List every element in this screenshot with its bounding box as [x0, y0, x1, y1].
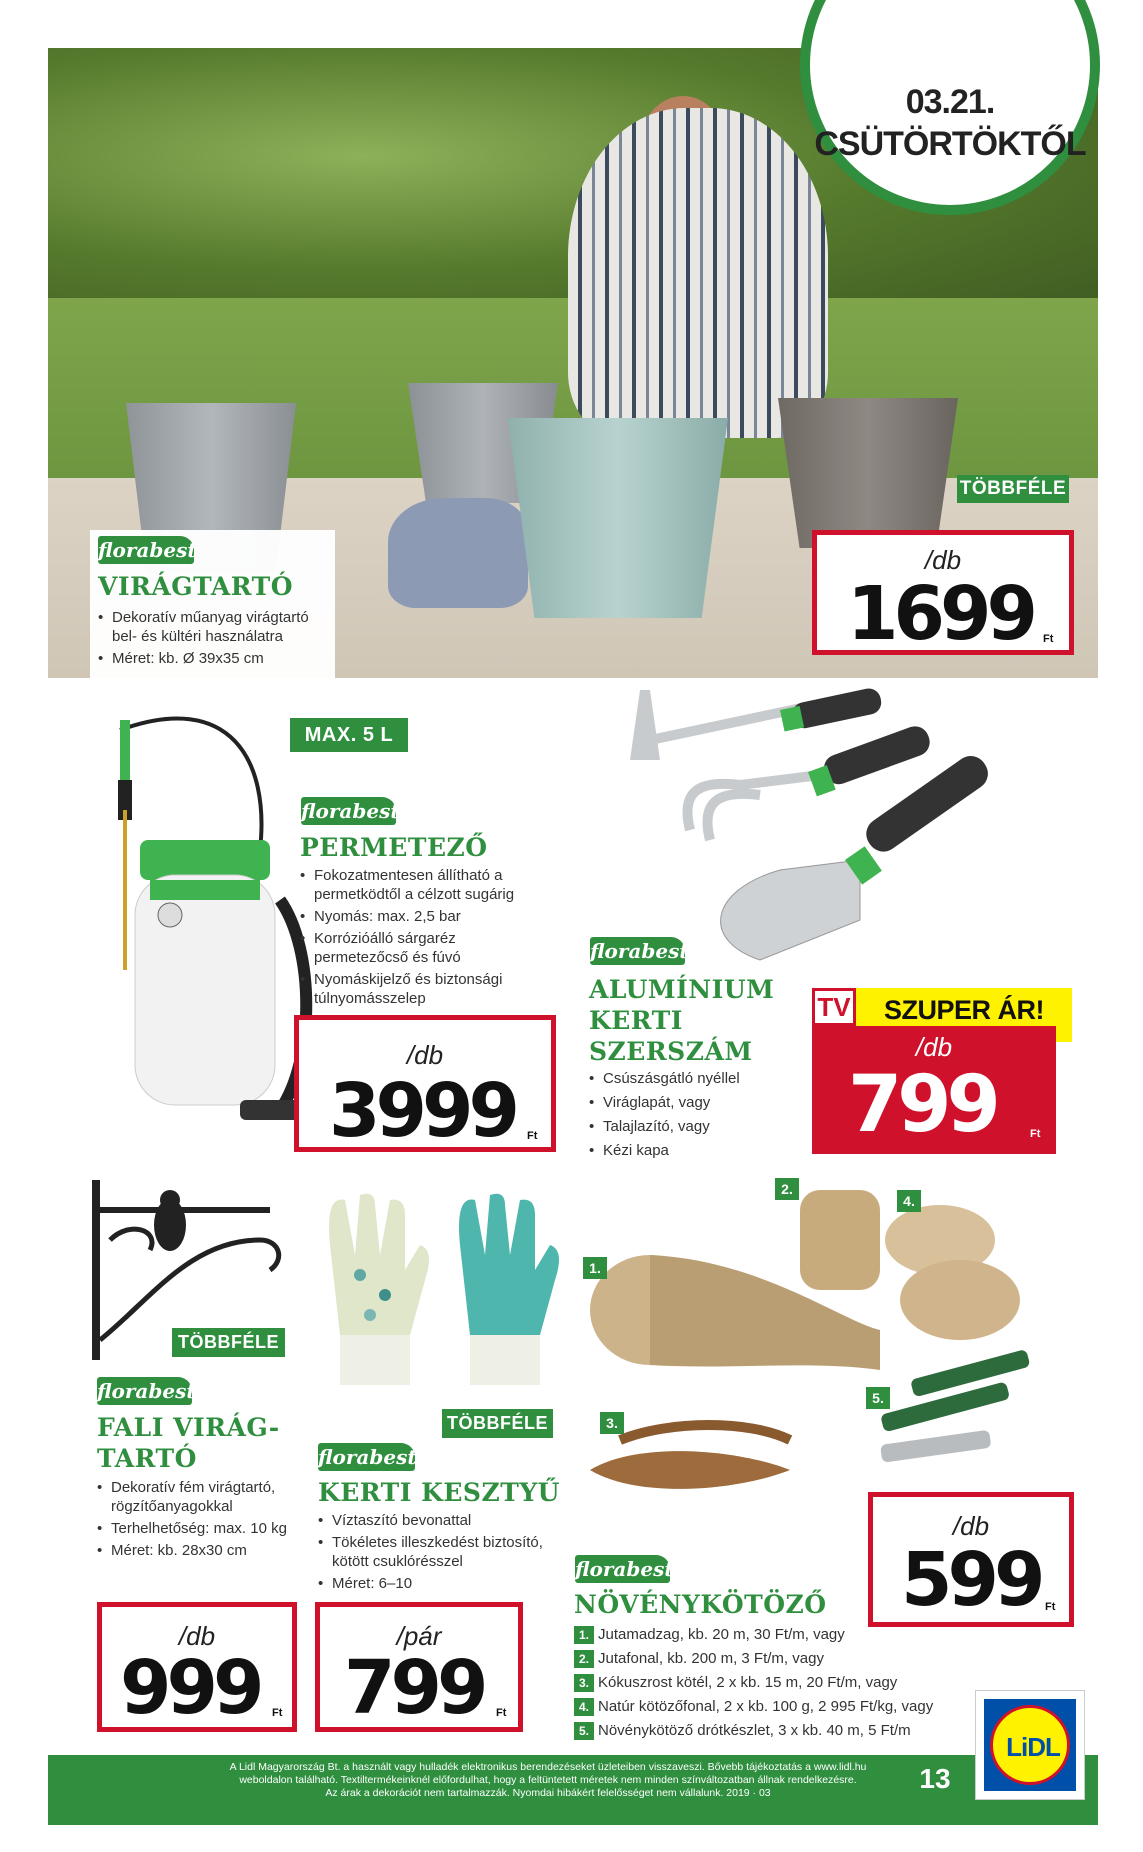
tv-icon: TV [812, 988, 856, 1026]
kotozo-item: 4. Natúr kötözőfonal, 2 x kb. 100 g, 2 995 Ft/kg, vagy [574, 1695, 974, 1719]
permetezo-bullet: • Korrózióálló sárgaréz permetezőcső és fúvó [300, 929, 550, 967]
kotozo-title: NÖVÉNYKÖTÖZŐ [574, 1590, 827, 1619]
permetezo-currency: Ft [527, 1130, 538, 1142]
page-number: 13 [919, 1763, 951, 1794]
viragtarto-price: 1699 [847, 571, 1033, 657]
kesztyu-title: KERTI KESZTYŰ [318, 1478, 560, 1507]
szerszam-bullet: • Csúszásgátló nyéllel [589, 1068, 769, 1089]
permetezo-bullet: • Nyomáskijelző és biztonsági túlnyomásszelep [300, 970, 550, 1008]
kotozo-item: 1. Jutamadzag, kb. 20 m, 30 Ft/m, vagy [574, 1623, 974, 1647]
fali-bullet: • Méret: kb. 28x30 cm [97, 1541, 287, 1560]
badge-date: 03.21. [905, 83, 995, 121]
tie-number-badge: 4. [897, 1190, 921, 1212]
florabest-logo: florabest [590, 939, 689, 963]
kotozo-list [574, 1623, 974, 1743]
footer-text: A Lidl Magyarország Bt. a használt vagy hulladék elektronikus berendezéseket üzleteiben visszaveszi. Bővebb tájékoztatás a www.lidl.hu weboldalon található. Textiltermékeinknél előfordulhat, hogy a feltüntetett méretek nem minden színváltozatban állnak rendelkezésre. Az árak a dekorációt nem tartalmazzák. Nyomdai hibákért felelősséget nem vállalunk. 2019 · 03 [229, 1761, 867, 1799]
tie-number-badge: 5. [866, 1387, 890, 1409]
date-badge [800, 25, 1100, 225]
viragtarto-currency: Ft [1043, 633, 1054, 645]
kesztyu-unit: /pár [396, 1621, 442, 1651]
footer [48, 1755, 1098, 1825]
fali-variant-tag: TÖBBFÉLE [172, 1328, 285, 1357]
szerszam-price-box [812, 988, 1072, 1154]
florabest-logo: florabest [98, 538, 197, 562]
fali-price-box [97, 1602, 297, 1732]
lidl-logo-word: LiDL [1006, 1732, 1060, 1762]
fali-bullet: • Terhelhetőség: max. 10 kg [97, 1519, 287, 1538]
viragtarto-title: VIRÁGTARTÓ [98, 572, 293, 601]
kesztyu-bullet: • Tökéletes illeszkedést biztosító, kötött csuklórésszel [318, 1533, 563, 1571]
szerszam-unit: /db [915, 1032, 953, 1062]
permetezo-price-box [294, 1015, 556, 1152]
viragtarto-info [90, 530, 335, 678]
fali-unit: /db [178, 1621, 216, 1651]
permetezo-price: 3999 [329, 1068, 515, 1154]
viragtarto-variant-tag: TÖBBFÉLE [957, 475, 1069, 503]
szerszam-bullet: • Kézi kapa [589, 1140, 769, 1161]
kotozo-price: 599 [901, 1537, 1041, 1623]
kotozo-unit: /db [952, 1511, 990, 1541]
sprayer-image [80, 700, 320, 1160]
szerszam-currency: Ft [1030, 1128, 1041, 1140]
kotozo-price-box [868, 1492, 1074, 1627]
kesztyu-bullet: • Víztaszító bevonattal [318, 1511, 563, 1530]
tie-number-badge: 2. [775, 1178, 799, 1200]
szerszam-title: ALUMÍNIUM KERTI SZERSZÁM [589, 975, 775, 1066]
tie-number-badge: 3. [600, 1412, 624, 1434]
tie-number-badge: 1. [583, 1257, 607, 1279]
super-price-label: SZUPER ÁR! [856, 988, 1072, 1032]
szerszam-bullet: • Talajlazító, vagy [589, 1116, 769, 1137]
permetezo-bullet: • Nyomás: max. 2,5 bar [300, 907, 550, 926]
florabest-logo: florabest [575, 1557, 674, 1581]
permetezo-title: PERMETEZŐ [300, 833, 488, 862]
szerszam-bullet: • Viráglapát, vagy [589, 1092, 769, 1113]
gloves-image [310, 1185, 580, 1395]
szerszam-price: 799 [848, 1060, 996, 1150]
fali-title: FALI VIRÁG- TARTÓ [97, 1413, 280, 1473]
kotozo-currency: Ft [1045, 1601, 1056, 1613]
viragtarto-bullet: • Méret: kb. Ø 39x35 cm [98, 649, 328, 668]
plant-ties-image [580, 1170, 1080, 1520]
kesztyu-bullet: • Méret: 6–10 [318, 1574, 563, 1593]
fali-currency: Ft [272, 1707, 283, 1719]
kotozo-item: 5. Növénykötöző drótkészlet, 3 x kb. 40 m, 5 Ft/m [574, 1719, 974, 1743]
permetezo-bullet: • Fokozatmentesen állítható a permetködtől a célzott sugárig [300, 866, 550, 904]
kotozo-item: 2. Jutafonal, kb. 200 m, 3 Ft/m, vagy [574, 1647, 974, 1671]
badge-day: CSÜTÖRTÖKTŐL [814, 125, 1086, 163]
kotozo-item: 3. Kókuszrost kötél, 2 x kb. 15 m, 20 Ft/m, vagy [574, 1671, 974, 1695]
permetezo-volume-tag: MAX. 5 L [290, 718, 408, 752]
kesztyu-price: 799 [344, 1645, 484, 1731]
florabest-logo: florabest [97, 1379, 196, 1403]
florabest-logo: florabest [301, 799, 400, 823]
florabest-logo: florabest [318, 1445, 417, 1469]
viragtarto-price-box [812, 530, 1074, 655]
permetezo-unit: /db [406, 1040, 444, 1070]
fali-price: 999 [120, 1645, 260, 1731]
viragtarto-unit: /db [924, 545, 962, 575]
kesztyu-variant-tag: TÖBBFÉLE [442, 1409, 553, 1438]
viragtarto-bullet: • Dekoratív műanyag virágtartó bel- és kültéri használatra [98, 608, 328, 646]
garden-tools-image [620, 680, 1040, 980]
lidl-logo [975, 1690, 1085, 1800]
kesztyu-price-box [315, 1602, 523, 1732]
fali-bullet: • Dekoratív fém virágtartó, rögzítőanyagokkal [97, 1478, 287, 1516]
kesztyu-currency: Ft [496, 1707, 507, 1719]
